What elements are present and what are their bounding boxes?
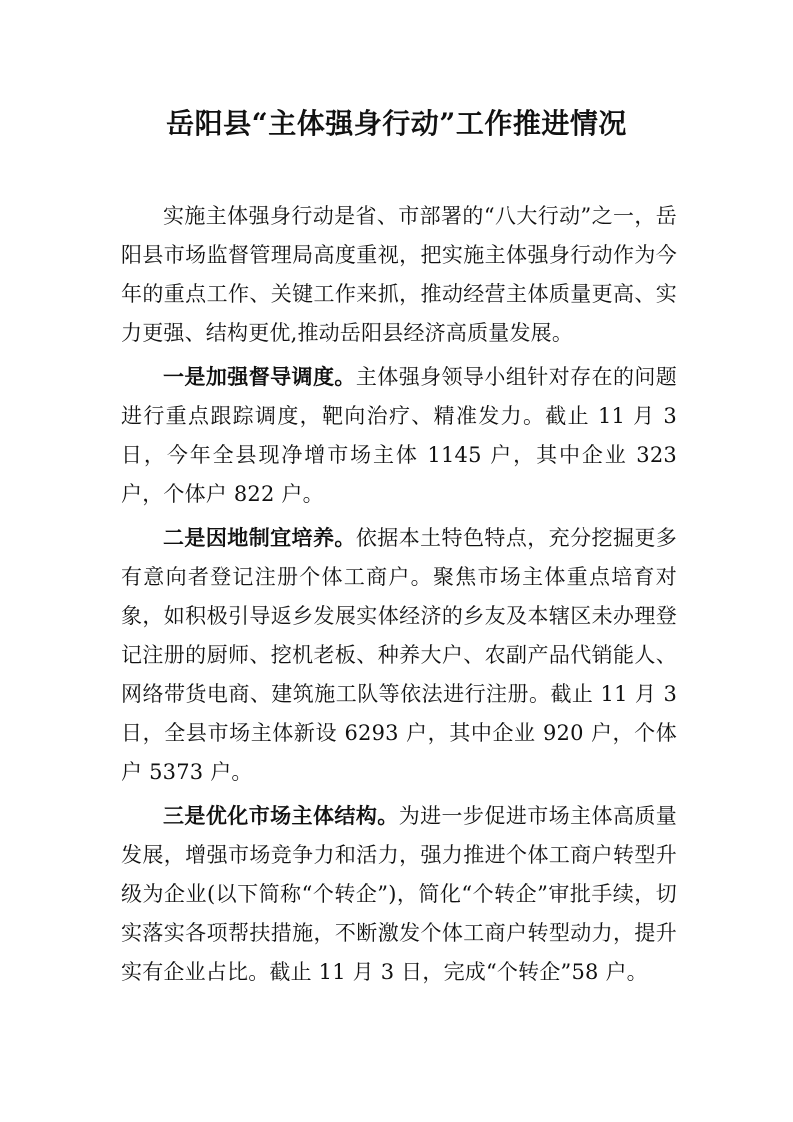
section-lead: 三是优化市场主体结构。 [163,803,399,828]
section-lead: 一是加强督导调度。 [163,364,356,389]
intro-paragraph: 实施主体强身行动是省、市部署的“八大行动”之一，岳阳县市场监督管理局高度重视，把实施主体强身行动作为今年的重点工作、关键工作来抓，推动经营主体质量更高、实力更强、结构更优,推动岳阳县经济高质量发展。 [121,204,677,345]
section-paragraph-structure [121,796,677,992]
section-text: 主体强身领导小组针对存在的问题进行重点跟踪调度，靶向治疗、精准发力。截止 11 月 3 日，今年全县现净增市场主体 1145 户，其中企业 323 户，个体户 822 户。 [121,365,677,506]
section-lead: 二是因地制宜培养。 [163,525,356,550]
document-title: 岳阳县“主体强身行动”工作推进情况 [166,107,627,140]
section-text: 依据本土特色特点，充分挖掘更多有意向者登记注册个体工商户。聚焦市场主体重点培育对象，如积极引导返乡发展实体经济的乡友及本辖区未办理登记注册的厨师、挖机老板、种养大户、农副产品代销能人、网络带货电商、建筑施工队等依法进行注册。截止 11 月 3 日，全县市场主体新设 6293 户，其中企业 920 户，个体户 5373 户。 [121,526,677,784]
section-paragraph-cultivation [121,518,677,792]
section-paragraph-supervision [121,357,677,514]
document-body [121,197,677,992]
section-text: 为进一步促进市场主体高质量发展，增强市场竞争力和活力，强力推进个体工商户转型升级为企业(以下简称“个转企”)，简化“个转企”审批手续，切实落实各项帮扶措施，不断激发个体工商户转型动力，提升实有企业占比。截止 11 月 3 日，完成“个转企”58 户。 [121,804,677,984]
